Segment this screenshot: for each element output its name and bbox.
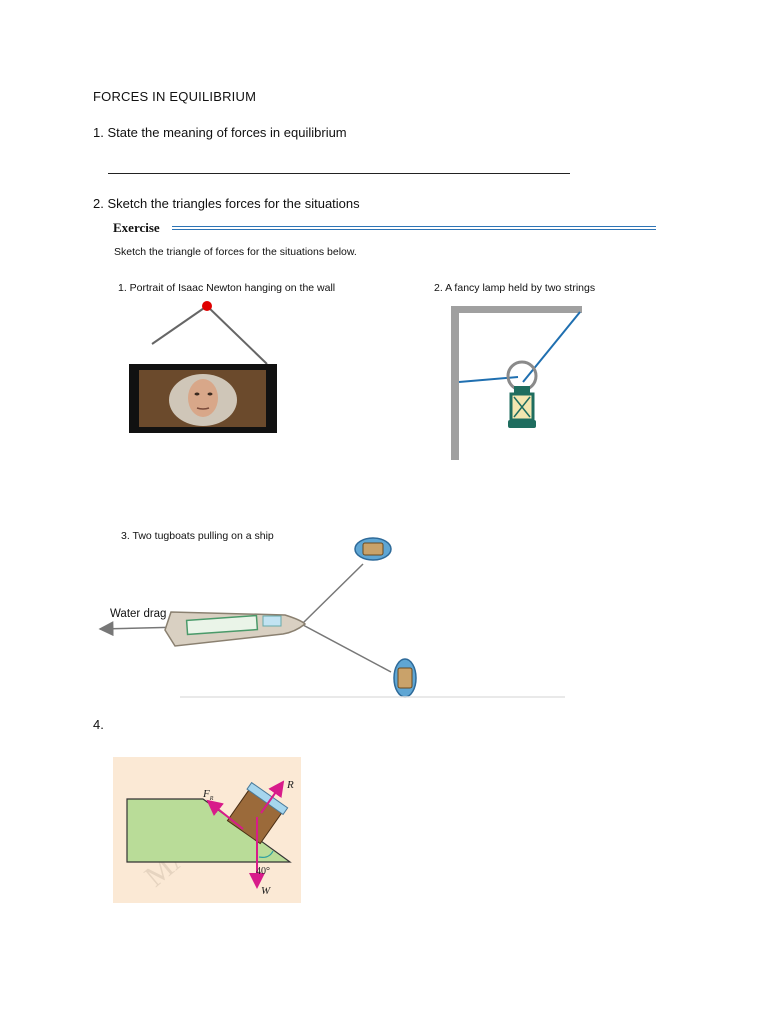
exercise-rule-top [172, 226, 656, 227]
lamp-ring [508, 362, 536, 390]
portrait-string-right [207, 306, 267, 364]
item-1-caption: 1. Portrait of Isaac Newton hanging on the wall [118, 282, 336, 294]
worksheet-title: FORCES IN EQUILIBRIUM [93, 89, 257, 104]
question-1: 1. State the meaning of forces in equilibrium [93, 125, 347, 140]
label-angle: 40° [256, 866, 270, 877]
label-w: W [261, 885, 271, 897]
label-r: R [287, 779, 294, 791]
incline-diagram [113, 757, 301, 903]
water-drag-label: Water drag [110, 608, 167, 620]
ceiling [451, 306, 582, 313]
question-4: 4. [93, 717, 104, 732]
wall [451, 308, 459, 460]
exercise-label: Exercise [113, 220, 160, 235]
lamp-diagram [448, 302, 588, 462]
item-3-caption: 3. Two tugboats pulling on a ship [121, 530, 274, 542]
lamp-string-diagonal [523, 312, 580, 382]
item-2-caption: 2. A fancy lamp held by two strings [434, 282, 596, 294]
exercise-instruction: Sketch the triangle of forces for the situations below. [114, 246, 357, 258]
nail-pin [202, 301, 212, 311]
lamp-base [508, 420, 536, 428]
question-2: 2. Sketch the triangles forces for the situations [93, 196, 360, 211]
tow-line-lower [303, 625, 391, 672]
label-fr-main: F [203, 788, 210, 800]
exercise-rule-bottom [172, 229, 656, 230]
portrait-string-left [152, 306, 207, 344]
answer-line[interactable] [108, 173, 570, 174]
tow-line-upper [303, 564, 363, 623]
tugboat-diagram [95, 530, 575, 710]
newton-face [188, 379, 218, 417]
portrait-diagram [125, 296, 285, 436]
label-fr-sub: R [209, 796, 214, 802]
